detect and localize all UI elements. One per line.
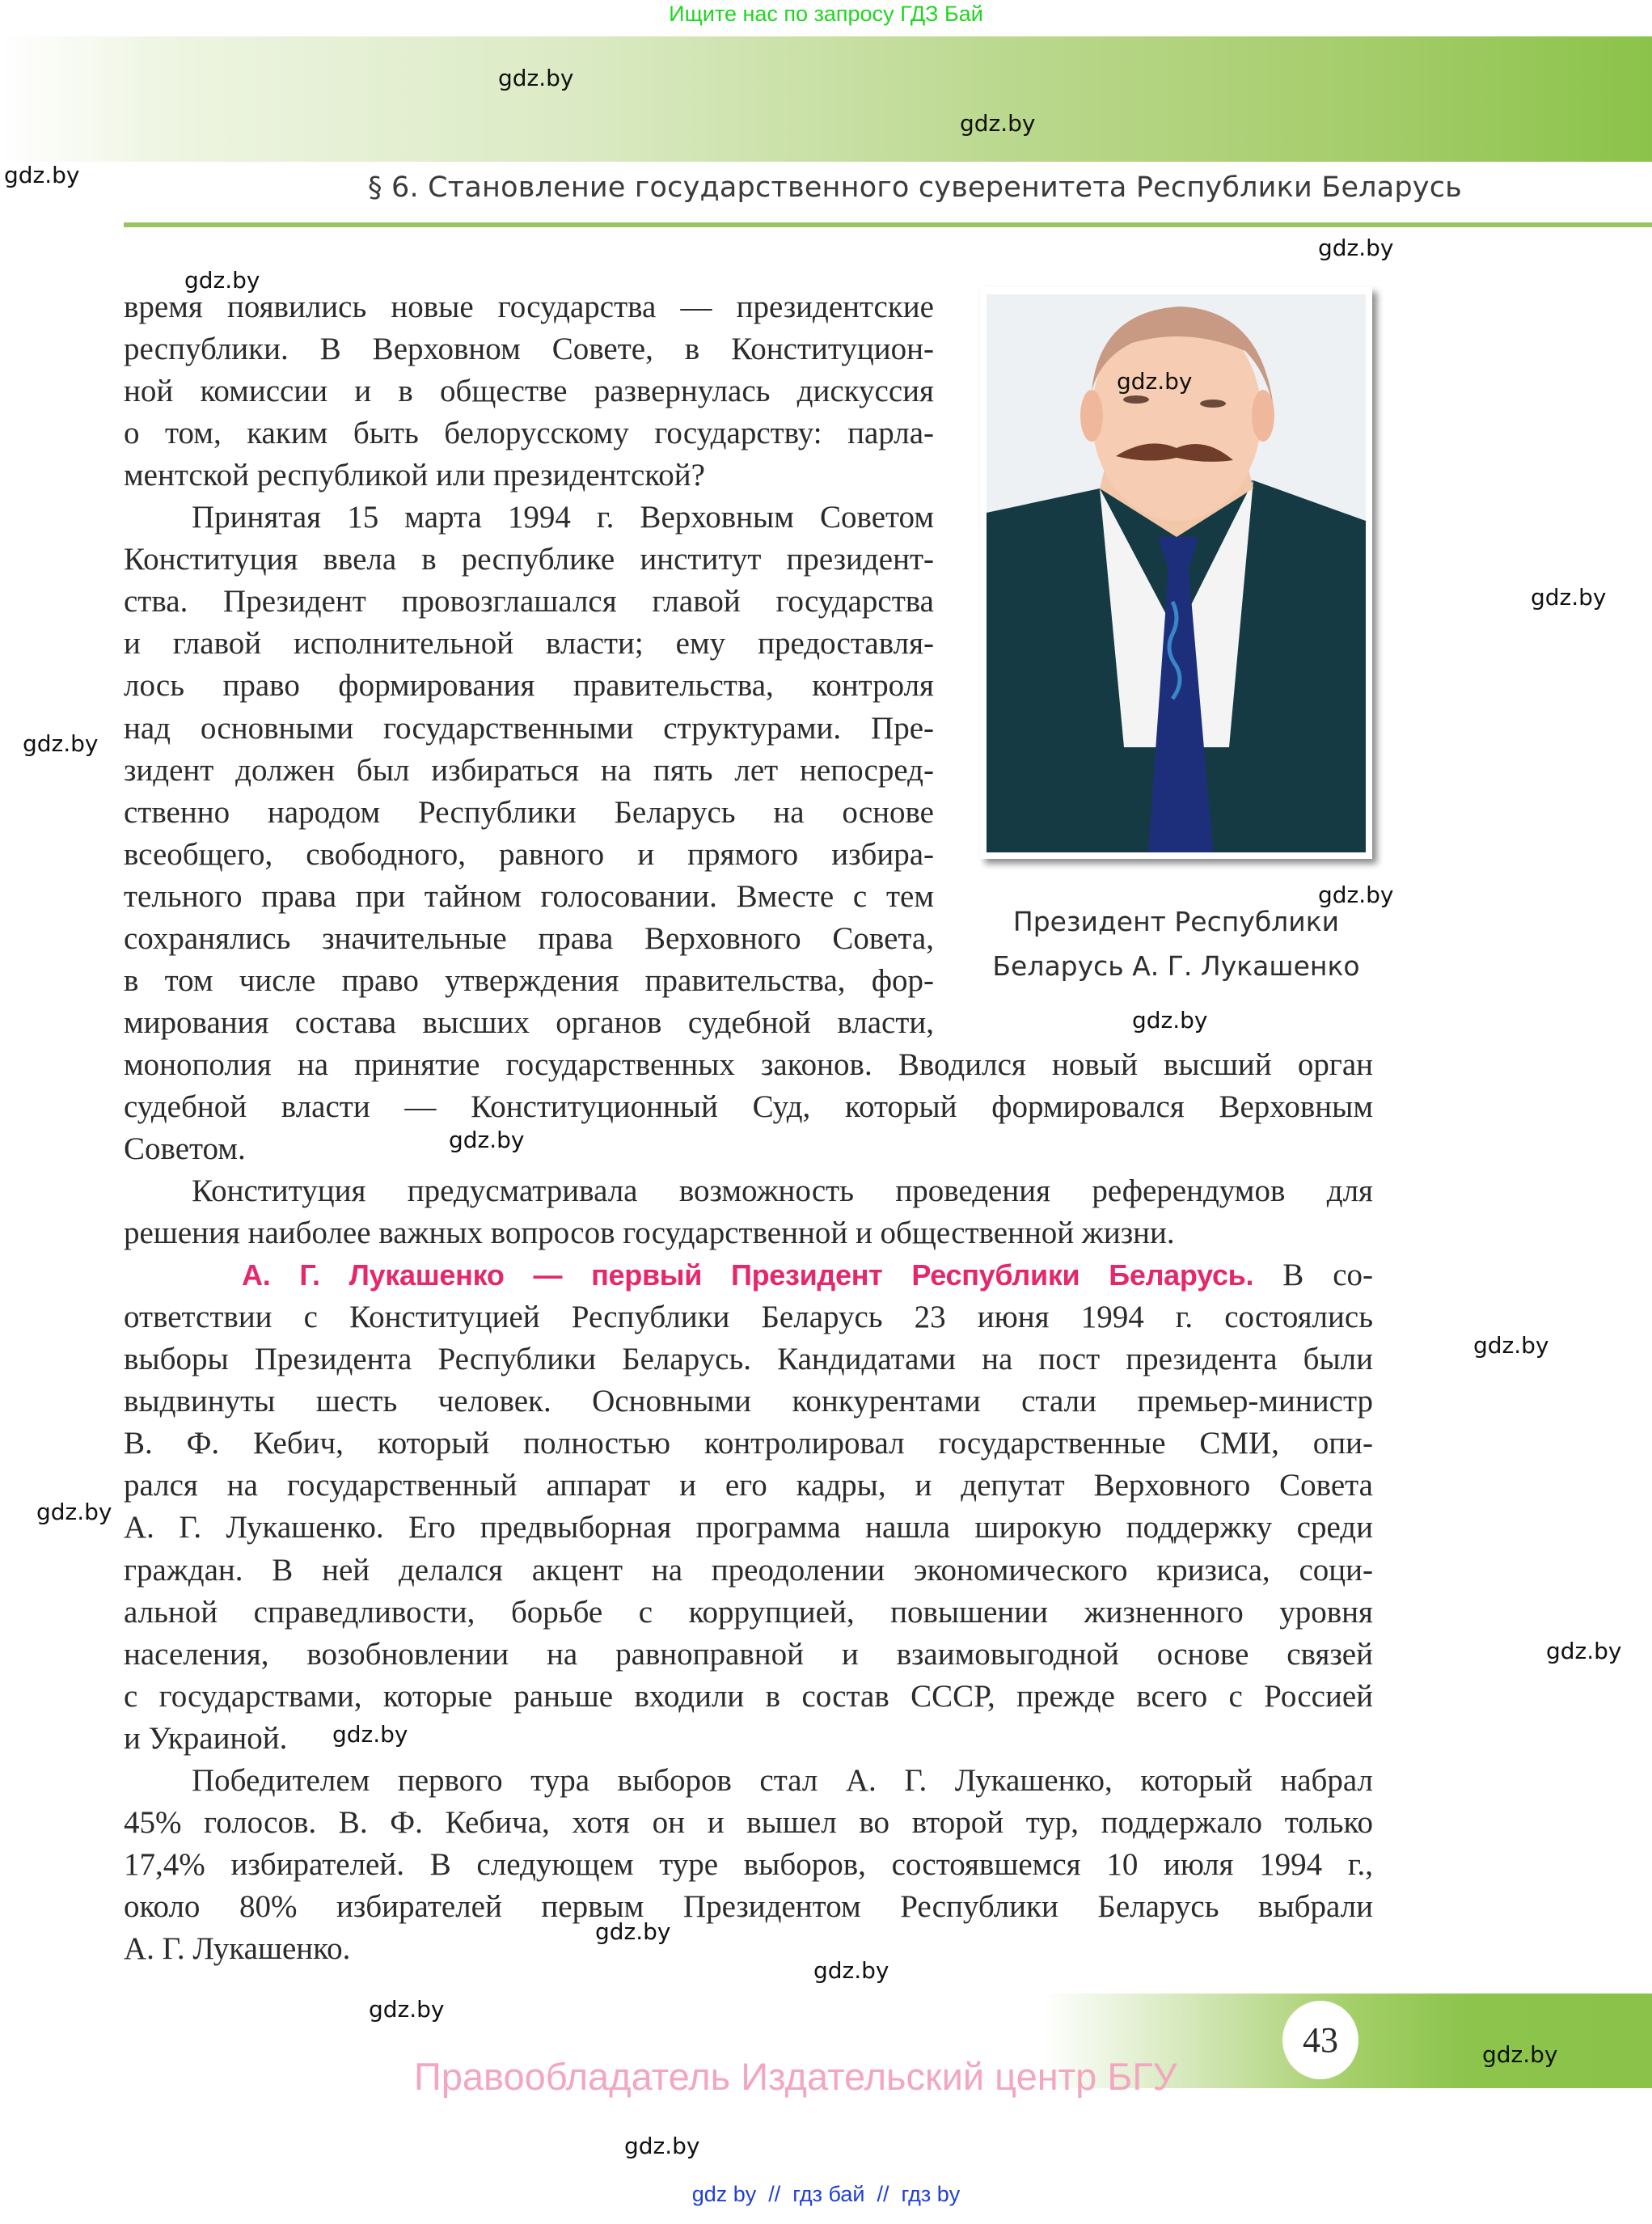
body-line-continuation: В со- [1253,1258,1373,1293]
watermark-text: gdz.by [1318,235,1394,261]
body-line: ответствии с Конституцией Республики Беларусь 23 июня 1994 г. состоялись [124,1300,1373,1335]
watermark-text: gdz.by [960,110,1036,137]
watermark-text: gdz.by [1132,1007,1208,1034]
body-line: всеобщего, свободного, равного и прямого избира- [124,836,934,872]
body-line: монополия на принятие государственных законов. Вводился новый высший орган [124,1046,1373,1082]
body-line: Советом. [124,1131,246,1166]
body-line: и главой исполнительной власти; ему предоставля- [124,626,934,662]
figure-caption-line2: Беларусь А. Г. Лукашенко [992,950,1360,982]
body-line: населения, возобновлении на равноправной и взаимовыгодной основе связей [124,1636,1373,1672]
title-divider [124,222,1652,227]
body-line: зидент должен был избираться на пять лет непосред- [124,752,934,788]
body-line: рался на государственный аппарат и его кадры, и депутат Верховного Совета [124,1468,1373,1503]
watermark-text: gdz.by [369,1996,445,2023]
watermark-text: gdz.by [184,267,260,294]
subsection-heading: А. Г. Лукашенко — первый Президент Республики Беларусь. [242,1258,1254,1292]
body-line [124,1254,1373,1296]
body-line: выборы Президента Республики Беларусь. Кандидатами на пост президента были [124,1342,1373,1377]
body-line: 17,4% избирателей. В следующем туре выборов, состоявшемся 10 июля 1994 г., [124,1846,1373,1882]
body-line: Конституция ввела в республике институт президент- [124,542,934,577]
watermark-text: gdz.by [23,730,99,757]
page-number: 43 [1282,2001,1358,2079]
watermark-text: gdz.by [1546,1638,1622,1664]
body-line: 45% голосов. В. Ф. Кебича, хотя он и вышел во второй тур, поддержало только [124,1804,1373,1840]
body-line: выдвинуты шесть человек. Основными конкурентами стали премьер-министр [124,1384,1373,1419]
watermark-text: gdz.by [36,1499,112,1525]
search-hint-banner[interactable]: Ищите нас по запросу ГДЗ Бай [669,2,983,26]
body-line: лось право формирования правительства, контроля [124,668,934,704]
body-line: ментской республикой или президентской? [124,458,705,493]
body-line: граждан. В ней делался акцент на преодолении экономического кризиса, соци- [124,1552,1373,1588]
watermark-text: gdz.by [595,1918,671,1945]
body-line: В. Ф. Кебич, который полностью контролировал государственные СМИ, опи- [124,1426,1373,1461]
watermark-text: gdz.by [332,1721,408,1748]
body-line: республики. В Верховном Совете, в Конституцион- [124,332,934,367]
watermark-text: gdz.by [4,162,80,188]
body-line: о том, каким быть белорусскому государству: парла- [124,416,934,451]
body-line: над основными государственными структурами. Пре- [124,710,934,746]
body-line: решения наиболее важных вопросов государственной и общественной жизни. [124,1216,1175,1251]
footer-links[interactable]: gdz by // гдз бай // гдз by [691,2182,961,2206]
body-line: Принятая 15 марта 1994 г. Верховным Советом [192,500,934,535]
watermark-text: gdz.by [1117,368,1193,395]
body-line: сохранялись значительные права Верховного Совета, [124,920,934,956]
watermark-text: gdz.by [1482,2041,1558,2068]
watermark-text: gdz.by [498,65,574,91]
watermark-text: gdz.by [1473,1332,1549,1359]
body-line: время появились новые государства — президентские [124,290,934,324]
body-line: в том числе право утверждения правительства, фор- [124,962,934,998]
body-line: ственно народом Республики Беларусь на основе [124,794,934,830]
body-line: ной комиссии и в обществе развернулась дискуссия [124,374,934,409]
body-line: альной справедливости, борьбе с коррупцией, повышении жизненного уровня [124,1594,1373,1630]
section-title: § 6. Становление государственного суверенитета Республики Беларусь [368,171,1462,204]
body-line: тельного права при тайном голосовании. Вместе с тем [124,878,934,914]
body-line: и Украиной. [124,1720,288,1756]
body-line: около 80% избирателей первым Президентом Республики Беларусь выбрали [124,1888,1373,1924]
figure-caption-line1: Президент Республики [1012,906,1340,937]
body-line: А. Г. Лукашенко. Его предвыборная программа нашла широкую поддержку среди [124,1510,1373,1545]
body-line: ства. Президент провозглашался главой государства [124,584,934,619]
body-line: с государствами, которые раньше входили в состав СССР, прежде всего с Россией [124,1678,1373,1714]
header-gradient-band [0,36,1652,162]
copyright-holder: Правообладатель Издательский центр БГУ [414,2055,1177,2098]
body-line: Победителем первого тура выборов стал А. Г. Лукашенко, который набрал [192,1762,1373,1798]
watermark-text: gdz.by [1318,882,1394,908]
body-line: А. Г. Лукашенко. [124,1930,351,1966]
body-line: мирования состава высших органов судебной власти, [124,1004,934,1040]
body-line: Конституция предусматривала возможность проведения референдумов для [192,1173,1373,1209]
watermark-text: gdz.by [624,2133,700,2159]
watermark-text: gdz.by [813,1957,889,1984]
watermark-text: gdz.by [1531,584,1607,611]
watermark-text: gdz.by [449,1127,525,1153]
body-line: судебной власти — Конституционный Суд, который формировался Верховным [124,1089,1373,1124]
